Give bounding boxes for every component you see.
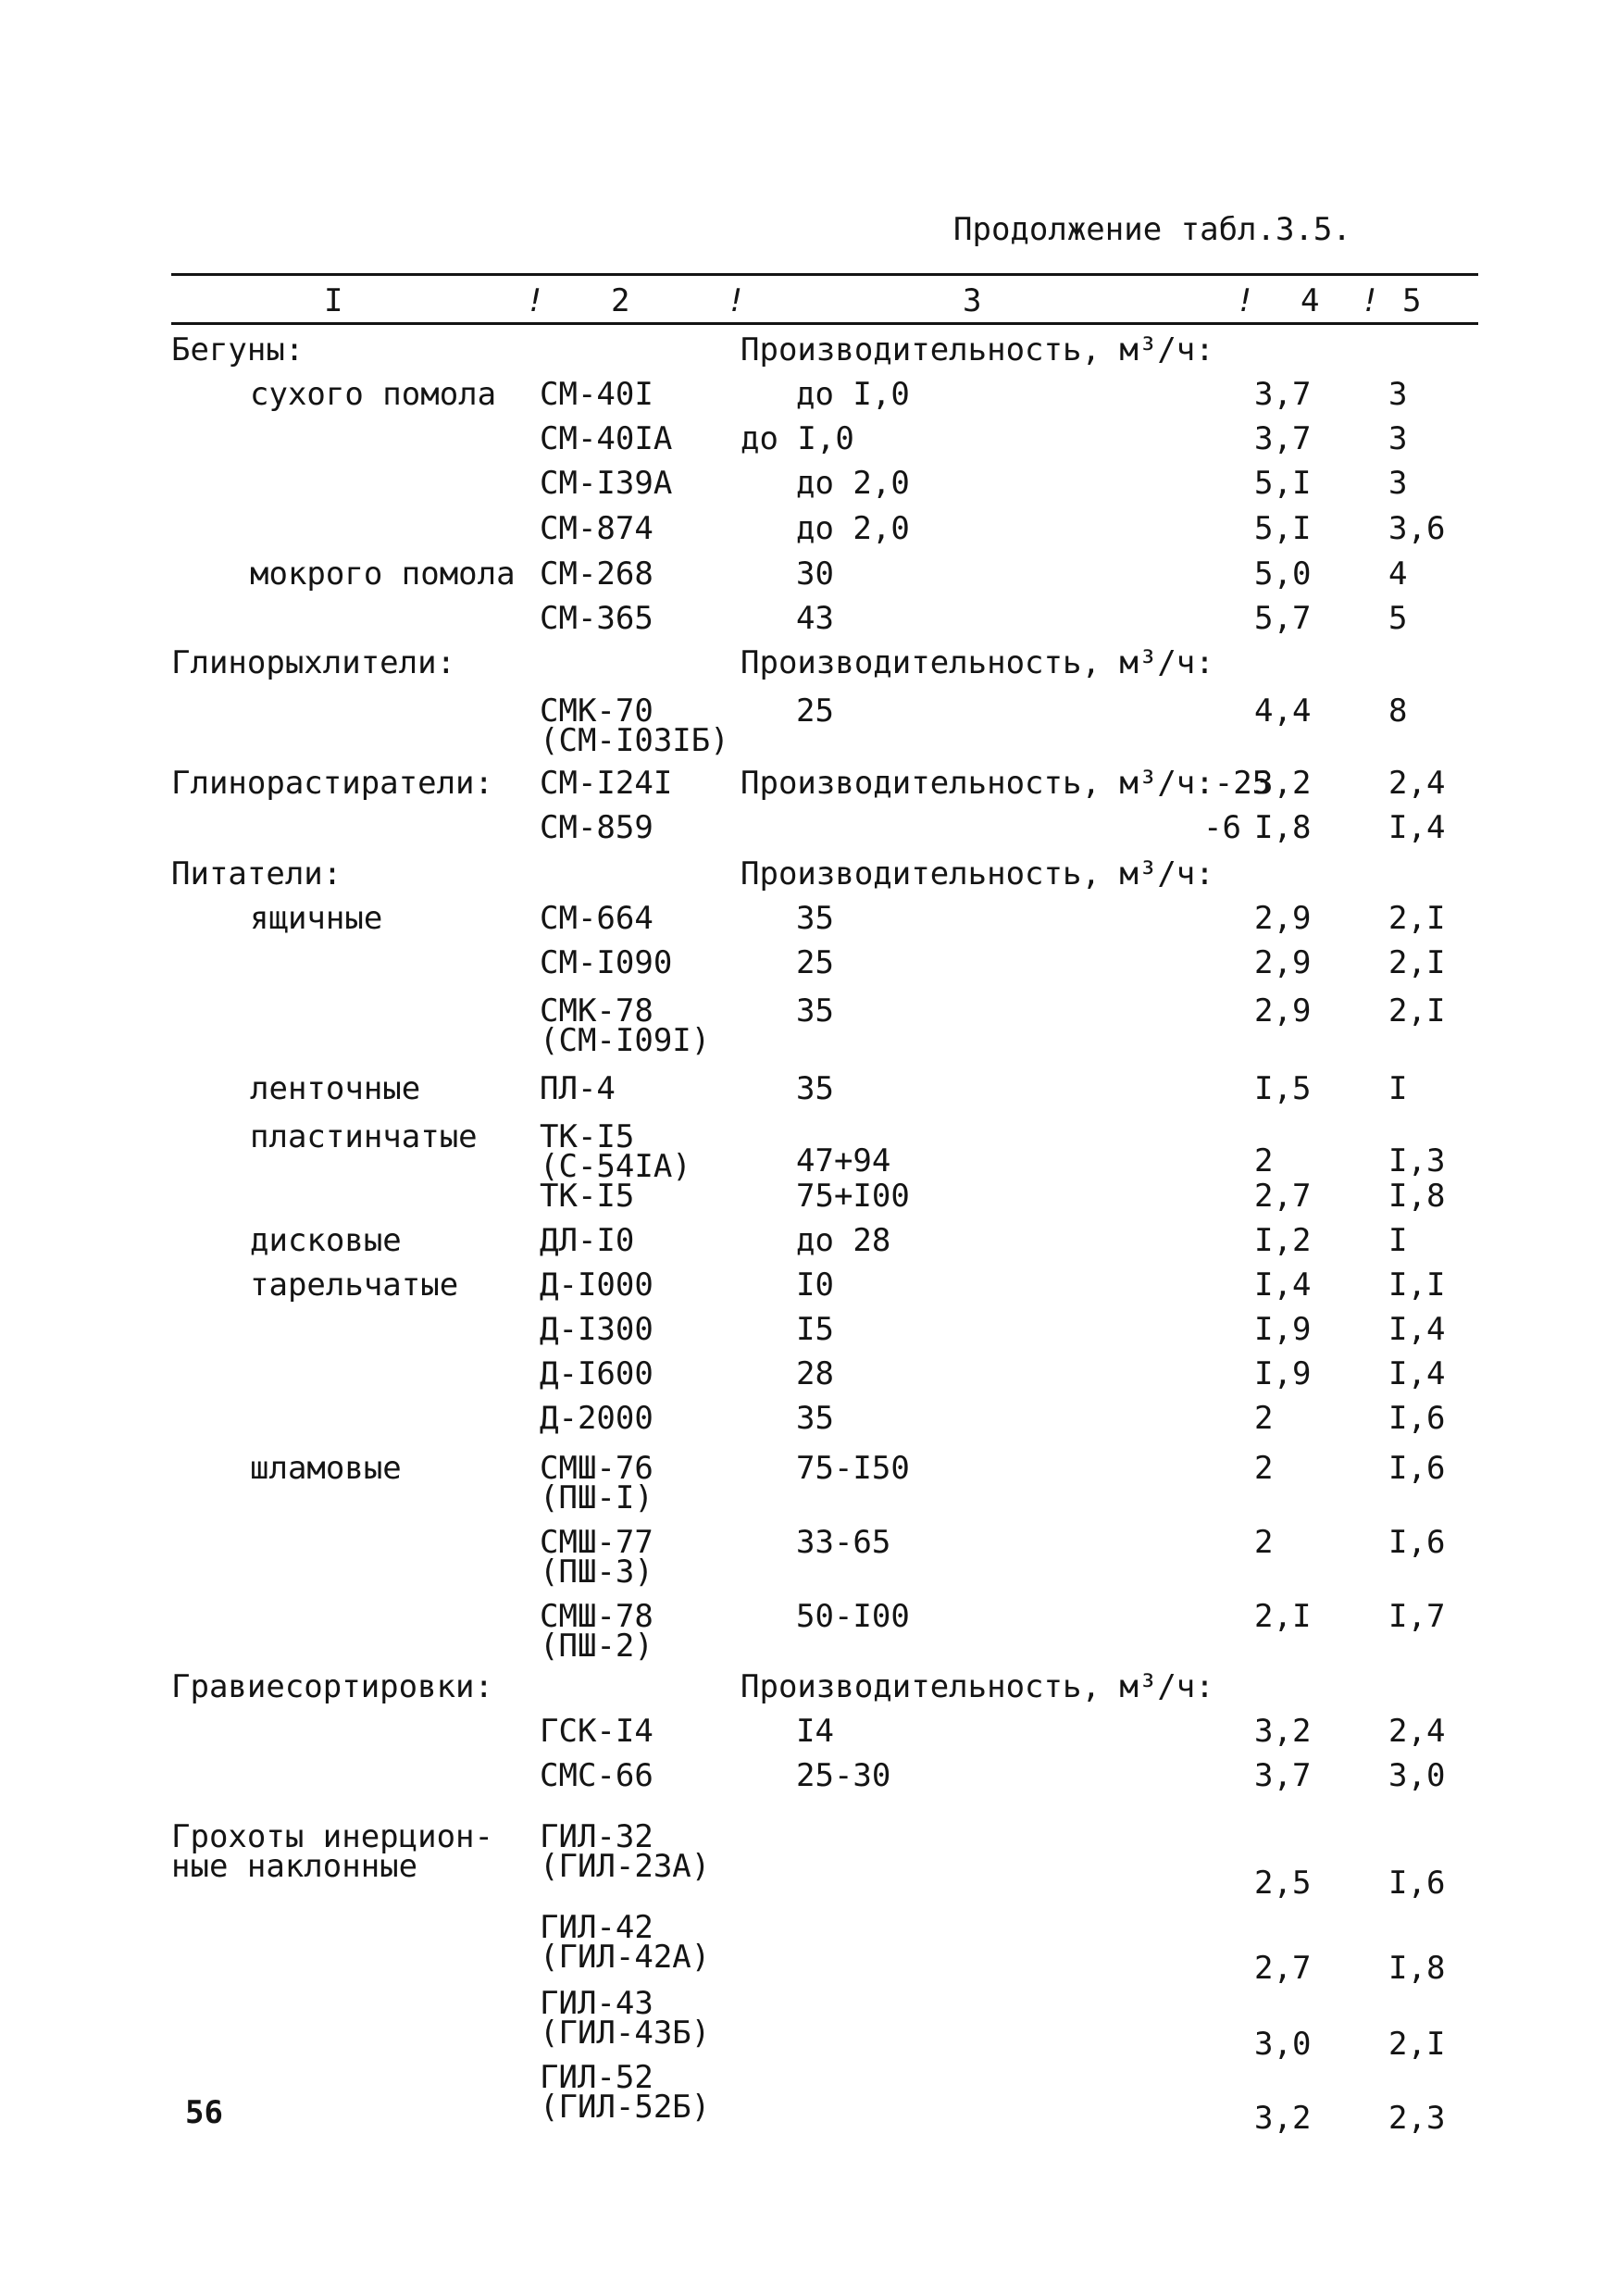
table-caption: Продолжение табл.3.5. bbox=[953, 211, 1351, 248]
value-col5-cell: 3,6 bbox=[1388, 510, 1446, 547]
value-col5-cell: 3 bbox=[1388, 420, 1408, 457]
value-col4-cell: I,5 bbox=[1254, 1070, 1312, 1107]
model-cell: ТК-I5 bbox=[540, 1178, 635, 1215]
equipment-type-cell: Глинорастиратели: bbox=[171, 765, 493, 802]
capacity-cell: до 2,0 bbox=[796, 465, 910, 502]
value-col4-cell: 2,9 bbox=[1254, 992, 1312, 1029]
value-col4-cell: 2,I bbox=[1254, 1598, 1312, 1635]
value-col4-cell: 3,7 bbox=[1254, 1757, 1312, 1794]
value-col4-cell: I,4 bbox=[1254, 1267, 1312, 1304]
value-col4-cell: I,9 bbox=[1254, 1355, 1312, 1392]
value-col4-cell: 2 bbox=[1254, 1450, 1274, 1487]
value-col5-cell: I,4 bbox=[1388, 1311, 1446, 1348]
value-col4-cell: I,2 bbox=[1254, 1222, 1312, 1259]
value-col5-cell: I,7 bbox=[1388, 1598, 1446, 1635]
value-col5-cell: I,6 bbox=[1388, 1524, 1446, 1561]
value-col5-cell: 2,4 bbox=[1388, 765, 1446, 802]
value-col5-cell: 3 bbox=[1388, 465, 1408, 502]
capacity-cell: до 2,0 bbox=[796, 510, 910, 547]
capacity-cell: 50-I00 bbox=[796, 1598, 910, 1635]
value-col4-cell: 2,9 bbox=[1254, 900, 1312, 937]
capacity-cell: до I,0 bbox=[741, 420, 854, 457]
capacity-cell: 35 bbox=[796, 1070, 834, 1107]
equipment-type-cell: сухого помола bbox=[250, 376, 497, 413]
model-cell: Д-2000 bbox=[540, 1400, 653, 1437]
model-cell: Д-I300 bbox=[540, 1311, 653, 1348]
value-col4-cell: 3,7 bbox=[1254, 420, 1312, 457]
equipment-type-cell: тарельчатые bbox=[250, 1267, 459, 1304]
column-header-4: 4 bbox=[1301, 282, 1320, 319]
model-cell: ПЛ-4 bbox=[540, 1070, 616, 1107]
value-col5-cell: I,I bbox=[1388, 1267, 1446, 1304]
value-col5-cell: I,6 bbox=[1388, 1450, 1446, 1487]
value-col4-cell: 2 bbox=[1254, 1142, 1274, 1179]
value-col4-cell: 3,7 bbox=[1254, 376, 1312, 413]
model-cell: ГИЛ-52 (ГИЛ-52Б) bbox=[540, 2059, 711, 2126]
model-cell: ТК-I5 (С-54IА) bbox=[540, 1118, 691, 1185]
model-cell: СМ-874 bbox=[540, 510, 653, 547]
value-col5-cell: I,3 bbox=[1388, 1142, 1446, 1179]
column-separator: ! bbox=[1361, 282, 1380, 319]
value-col5-cell: I,6 bbox=[1388, 1400, 1446, 1437]
value-col4-cell: 2 bbox=[1254, 1400, 1274, 1437]
value-col4-cell: 2 bbox=[1254, 1524, 1274, 1561]
capacity-cell: 47+94 bbox=[796, 1142, 891, 1179]
equipment-type-cell: Глинорыхлители: bbox=[171, 644, 456, 681]
model-cell: СМ-365 bbox=[540, 600, 653, 637]
capacity-cell: 43 bbox=[796, 600, 834, 637]
capacity-cell: 25 bbox=[796, 944, 834, 981]
column-header-1: I bbox=[324, 282, 343, 319]
model-cell: СМШ-77 (ПШ-3) bbox=[540, 1524, 653, 1591]
value-col4-cell: 5,I bbox=[1254, 465, 1312, 502]
model-cell: СМШ-76 (ПШ-I) bbox=[540, 1450, 653, 1516]
value-col5-cell: I,6 bbox=[1388, 1865, 1446, 1902]
capacity-cell: I0 bbox=[796, 1267, 834, 1304]
capacity-cell: до I,0 bbox=[796, 376, 910, 413]
model-cell: СМ-268 bbox=[540, 555, 653, 593]
value-col5-cell: I bbox=[1388, 1070, 1408, 1107]
model-cell: СМ-I24I bbox=[540, 765, 673, 802]
equipment-type-cell: Бегуны: bbox=[171, 331, 305, 368]
page-number: 56 bbox=[185, 2094, 223, 2131]
value-col5-cell: I,8 bbox=[1388, 1178, 1446, 1215]
capacity-cell: Производительность, м³/ч: bbox=[741, 1668, 1214, 1705]
model-cell: СМ-I39А bbox=[540, 465, 673, 502]
table-top-rule bbox=[171, 273, 1478, 276]
model-cell: Д-I000 bbox=[540, 1267, 653, 1304]
value-col5-cell: 2,3 bbox=[1388, 2100, 1446, 2137]
value-col4-cell: 3,2 bbox=[1254, 765, 1312, 802]
capacity-cell: 25-30 bbox=[796, 1757, 891, 1794]
column-separator: ! bbox=[526, 282, 545, 319]
value-col5-cell: 2,4 bbox=[1388, 1713, 1446, 1750]
table-header-rule bbox=[171, 322, 1478, 325]
model-cell: ГИЛ-43 (ГИЛ-43Б) bbox=[540, 1985, 711, 2052]
model-cell: СМ-I090 bbox=[540, 944, 673, 981]
value-col5-cell: 2,I bbox=[1388, 944, 1446, 981]
model-cell: СМК-70 (СМ-I03IБ) bbox=[540, 693, 729, 759]
column-separator: ! bbox=[727, 282, 746, 319]
value-col5-cell: 2,I bbox=[1388, 900, 1446, 937]
column-header-3: 3 bbox=[963, 282, 982, 319]
value-col5-cell: 3,0 bbox=[1388, 1757, 1446, 1794]
model-cell: СМ-40IА bbox=[540, 420, 673, 457]
model-cell: Д-I600 bbox=[540, 1355, 653, 1392]
value-col5-cell: 2,I bbox=[1388, 2026, 1446, 2063]
equipment-type-cell: Гравиесортировки: bbox=[171, 1668, 493, 1705]
capacity-cell: 75+I00 bbox=[796, 1178, 910, 1215]
column-separator: ! bbox=[1236, 282, 1255, 319]
capacity-cell: Производительность, м³/ч:-25 bbox=[741, 765, 1272, 802]
value-col5-cell: I,4 bbox=[1388, 1355, 1446, 1392]
model-cell: СМК-78 (СМ-I09I) bbox=[540, 992, 711, 1059]
value-col4-cell: 2,7 bbox=[1254, 1950, 1312, 1987]
capacity-cell: до 28 bbox=[796, 1222, 891, 1259]
value-col5-cell: 5 bbox=[1388, 600, 1408, 637]
column-header-5: 5 bbox=[1402, 282, 1422, 319]
value-col4-cell: 2,7 bbox=[1254, 1178, 1312, 1215]
value-col5-cell: 8 bbox=[1388, 693, 1408, 730]
model-cell: СМ-859 bbox=[540, 809, 653, 846]
value-col4-cell: 4,4 bbox=[1254, 693, 1312, 730]
capacity-cell: 25 bbox=[796, 693, 834, 730]
column-header-2: 2 bbox=[611, 282, 630, 319]
model-cell: СМ-664 bbox=[540, 900, 653, 937]
capacity-cell: 28 bbox=[796, 1355, 834, 1392]
value-col4-cell: 3,0 bbox=[1254, 2026, 1312, 2063]
model-cell: ДЛ-I0 bbox=[540, 1222, 635, 1259]
capacity-cell: Производительность, м³/ч: bbox=[741, 644, 1214, 681]
capacity-cell: I4 bbox=[796, 1713, 834, 1750]
capacity-cell: Производительность, м³/ч: bbox=[741, 331, 1214, 368]
equipment-type-cell: Питатели: bbox=[171, 855, 342, 892]
value-col5-cell: 2,I bbox=[1388, 992, 1446, 1029]
capacity-cell: Производительность, м³/ч: bbox=[741, 855, 1214, 892]
model-cell: ГСК-I4 bbox=[540, 1713, 653, 1750]
equipment-type-cell: Грохоты инерцион- ные наклонные bbox=[171, 1818, 493, 1885]
equipment-type-cell: ящичные bbox=[250, 900, 383, 937]
capacity-cell: 35 bbox=[796, 992, 834, 1029]
equipment-type-cell: ленточные bbox=[250, 1070, 421, 1107]
capacity-cell: 35 bbox=[796, 900, 834, 937]
value-col5-cell: I bbox=[1388, 1222, 1408, 1259]
model-cell: СМ-40I bbox=[540, 376, 653, 413]
value-col4-cell: 2,5 bbox=[1254, 1865, 1312, 1902]
value-col5-cell: I,8 bbox=[1388, 1950, 1446, 1987]
equipment-type-cell: шламовые bbox=[250, 1450, 402, 1487]
capacity-cell: 35 bbox=[796, 1400, 834, 1437]
model-cell: СМС-66 bbox=[540, 1757, 653, 1794]
capacity-cell: 33-65 bbox=[796, 1524, 891, 1561]
value-col4-cell: 3,2 bbox=[1254, 1713, 1312, 1750]
value-col4-cell: I,8 bbox=[1254, 809, 1312, 846]
value-col5-cell: I,4 bbox=[1388, 809, 1446, 846]
capacity-cell: 30 bbox=[796, 555, 834, 593]
model-cell: ГИЛ-32 (ГИЛ-23А) bbox=[540, 1818, 711, 1885]
equipment-type-cell: пластинчатые bbox=[250, 1118, 478, 1155]
value-col4-cell: I,9 bbox=[1254, 1311, 1312, 1348]
value-col4-cell: 5,0 bbox=[1254, 555, 1312, 593]
equipment-type-cell: дисковые bbox=[250, 1222, 402, 1259]
capacity-cell: -6 bbox=[1203, 809, 1241, 846]
value-col5-cell: 3 bbox=[1388, 376, 1408, 413]
value-col4-cell: 5,7 bbox=[1254, 600, 1312, 637]
model-cell: ГИЛ-42 (ГИЛ-42А) bbox=[540, 1909, 711, 1976]
equipment-type-cell: мокрого помола bbox=[250, 555, 516, 593]
value-col4-cell: 5,I bbox=[1254, 510, 1312, 547]
capacity-cell: I5 bbox=[796, 1311, 834, 1348]
value-col4-cell: 3,2 bbox=[1254, 2100, 1312, 2137]
capacity-cell: 75-I50 bbox=[796, 1450, 910, 1487]
value-col5-cell: 4 bbox=[1388, 555, 1408, 593]
model-cell: СМШ-78 (ПШ-2) bbox=[540, 1598, 653, 1665]
value-col4-cell: 2,9 bbox=[1254, 944, 1312, 981]
